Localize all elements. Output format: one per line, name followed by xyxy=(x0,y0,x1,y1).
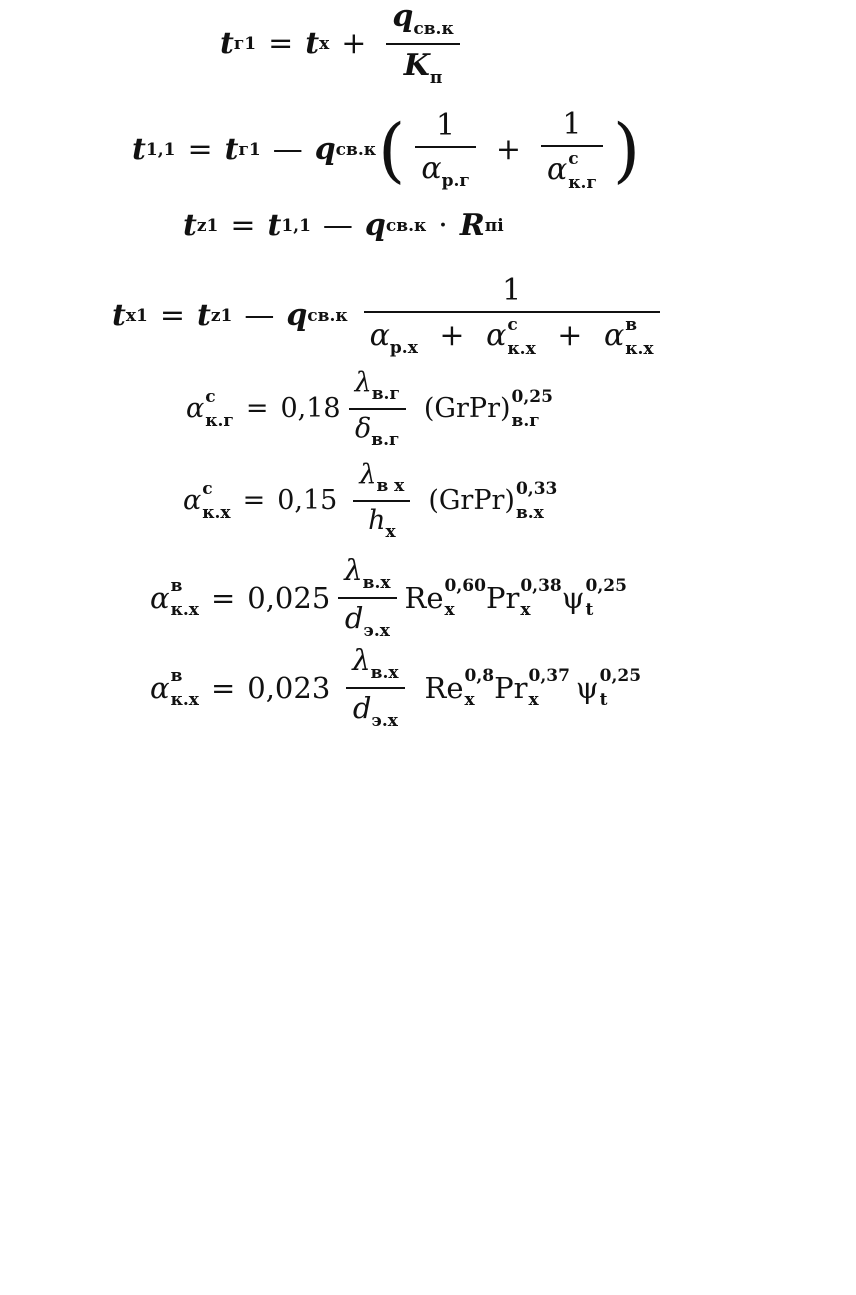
symbol-lambda: λ xyxy=(344,553,363,587)
equals-sign: = xyxy=(230,208,256,243)
numerator: 1 xyxy=(502,273,522,308)
subscript: х xyxy=(444,599,455,620)
equals-sign: = xyxy=(245,393,269,425)
prandtl-number: Pr xyxy=(485,580,520,615)
symbol-k: K xyxy=(403,47,430,83)
subscript: к.х xyxy=(625,339,654,359)
grashof-prandtl-group: (GrPr) xyxy=(423,393,511,425)
left-parenthesis: ( xyxy=(378,108,406,191)
subscript: х xyxy=(520,599,531,620)
script-pair xyxy=(170,575,199,620)
superscript: в xyxy=(170,665,183,686)
subscript: х xyxy=(385,521,396,542)
plus-sign: + xyxy=(341,26,367,62)
symbol-psi: ψ xyxy=(561,580,585,615)
fraction xyxy=(541,108,603,191)
subscript: к.х xyxy=(507,339,536,359)
symbol-alpha: α xyxy=(486,318,507,353)
symbol-d: d xyxy=(344,600,364,635)
superscript: 0,25 xyxy=(511,386,553,407)
superscript: 0,25 xyxy=(599,665,642,686)
symbol-t: t xyxy=(267,208,282,243)
superscript: 0,25 xyxy=(585,575,627,596)
script-pair xyxy=(568,151,597,191)
equals-sign: = xyxy=(210,580,236,615)
superscript: 0,37 xyxy=(528,665,570,686)
fraction xyxy=(364,274,660,358)
symbol-alpha: α xyxy=(603,318,625,353)
subscript: р.х xyxy=(389,338,418,358)
symbol-q: q xyxy=(364,208,386,243)
equation-t-g1 xyxy=(220,0,468,87)
grashof-prandtl-group: (GrPr) xyxy=(428,485,515,517)
symbol-psi: ψ xyxy=(575,670,599,705)
subscript: св.к xyxy=(335,139,377,160)
equals-sign: = xyxy=(268,26,294,62)
plus-sign: + xyxy=(495,132,521,167)
script-pair xyxy=(202,478,231,523)
numerator: 1 xyxy=(562,107,582,142)
subscript: в.г xyxy=(371,429,400,450)
subscript: в.г xyxy=(511,410,540,431)
subscript: х1 xyxy=(125,305,148,326)
symbol-alpha: α xyxy=(183,485,202,517)
script-pair xyxy=(515,478,558,523)
subscript: р.г xyxy=(441,170,470,191)
minus-sign: — xyxy=(272,132,303,167)
subscript: 1,1 xyxy=(145,139,176,160)
numerator: 1 xyxy=(436,107,456,143)
coefficient: 0,023 xyxy=(247,670,331,705)
coefficient: 0,18 xyxy=(280,393,341,425)
subscript: в.х xyxy=(362,573,391,593)
symbol-t: t xyxy=(112,298,126,334)
script-pair xyxy=(444,575,486,620)
subscript: 1,1 xyxy=(281,215,311,236)
subscript: г1 xyxy=(233,33,257,54)
symbol-d: d xyxy=(352,690,372,725)
equation-alpha-kx-v-023 xyxy=(150,645,641,730)
symbol-lambda: λ xyxy=(354,367,372,398)
subscript: к.г xyxy=(568,173,597,193)
symbol-alpha: α xyxy=(186,393,205,425)
fraction xyxy=(346,645,404,730)
superscript: с xyxy=(568,149,579,169)
subscript: г1 xyxy=(238,139,261,160)
equation-t-x1 xyxy=(112,274,668,358)
prandtl-number: Pr xyxy=(494,670,528,705)
script-pair xyxy=(507,317,535,357)
subscript: э.х xyxy=(363,620,390,641)
subscript: э.х xyxy=(371,710,398,731)
script-pair xyxy=(464,665,495,710)
subscript: к.х xyxy=(170,689,199,710)
fraction xyxy=(353,460,410,541)
equals-sign: = xyxy=(159,298,185,334)
symbol-t: t xyxy=(183,208,197,243)
subscript: к.х xyxy=(170,599,199,620)
right-parenthesis: ) xyxy=(612,108,641,191)
multiply-dot: · xyxy=(438,208,448,243)
subscript: z1 xyxy=(196,215,219,236)
subscript: к.х xyxy=(202,502,231,523)
symbol-delta: δ xyxy=(355,412,372,444)
superscript: в xyxy=(170,575,183,596)
symbol-alpha: α xyxy=(150,580,170,615)
equals-sign: = xyxy=(187,132,213,167)
subscript: в.х xyxy=(515,502,544,523)
symbol-h: h xyxy=(368,504,386,536)
script-pair xyxy=(528,665,570,710)
plus-sign: + xyxy=(439,318,465,353)
subscript: п xyxy=(429,67,443,88)
equation-t-11 xyxy=(132,108,642,191)
symbol-alpha: α xyxy=(546,152,568,187)
subscript: в х xyxy=(376,476,405,496)
subscript: х xyxy=(319,33,330,54)
symbol-alpha: α xyxy=(369,318,390,353)
subscript: х xyxy=(528,689,539,710)
fraction xyxy=(386,0,459,87)
equals-sign: = xyxy=(210,670,236,705)
fraction xyxy=(349,368,406,449)
equals-sign: = xyxy=(242,485,266,517)
script-pair xyxy=(599,665,642,710)
superscript: с xyxy=(205,386,216,407)
symbol-q: q xyxy=(314,132,336,167)
equation-alpha-kx-c xyxy=(183,460,557,541)
symbol-t: t xyxy=(224,132,239,167)
reynolds-number: Re xyxy=(424,670,464,705)
superscript: 0,8 xyxy=(464,665,495,686)
minus-sign: — xyxy=(322,208,353,243)
superscript: 0,38 xyxy=(520,575,562,596)
equation-t-z1 xyxy=(183,208,504,243)
subscript: х xyxy=(464,689,475,710)
plus-sign: + xyxy=(557,318,583,353)
coefficient: 0,025 xyxy=(247,580,331,615)
subscript: t xyxy=(585,599,594,620)
symbol-alpha: α xyxy=(421,150,442,186)
symbol-t: t xyxy=(132,132,146,167)
symbol-r: R xyxy=(459,208,485,243)
script-pair xyxy=(520,575,562,620)
subscript: z1 xyxy=(210,305,233,326)
coefficient: 0,15 xyxy=(277,485,338,517)
script-pair xyxy=(625,317,653,357)
superscript: в xyxy=(625,315,638,335)
subscript: св.к xyxy=(307,305,348,326)
superscript: 0,60 xyxy=(444,575,486,596)
script-pair xyxy=(205,386,234,431)
superscript: с xyxy=(202,478,213,499)
subscript: t xyxy=(599,689,608,710)
symbol-t: t xyxy=(305,26,320,62)
superscript: 0,33 xyxy=(515,478,558,499)
symbol-t: t xyxy=(196,298,211,334)
script-pair xyxy=(511,386,553,431)
symbol-t: t xyxy=(220,26,234,62)
script-pair xyxy=(170,665,199,710)
subscript: к.г xyxy=(205,410,234,431)
reynolds-number: Re xyxy=(404,580,444,615)
fraction xyxy=(415,109,476,191)
subscript: в.г xyxy=(371,384,400,404)
symbol-q: q xyxy=(286,298,308,334)
symbol-lambda: λ xyxy=(352,643,371,677)
symbol-alpha: α xyxy=(150,670,170,705)
subscript: св.к xyxy=(385,215,427,236)
symbol-lambda: λ xyxy=(359,459,377,490)
fraction xyxy=(338,555,396,640)
minus-sign: — xyxy=(244,298,275,334)
subscript: св.к xyxy=(413,19,454,39)
symbol-q: q xyxy=(392,0,414,34)
script-pair xyxy=(585,575,627,620)
subscript: пi xyxy=(484,215,504,236)
equation-alpha-kx-v-025 xyxy=(150,555,627,640)
superscript: с xyxy=(507,315,518,335)
subscript: в.х xyxy=(370,663,399,683)
equation-alpha-kg xyxy=(186,368,553,449)
